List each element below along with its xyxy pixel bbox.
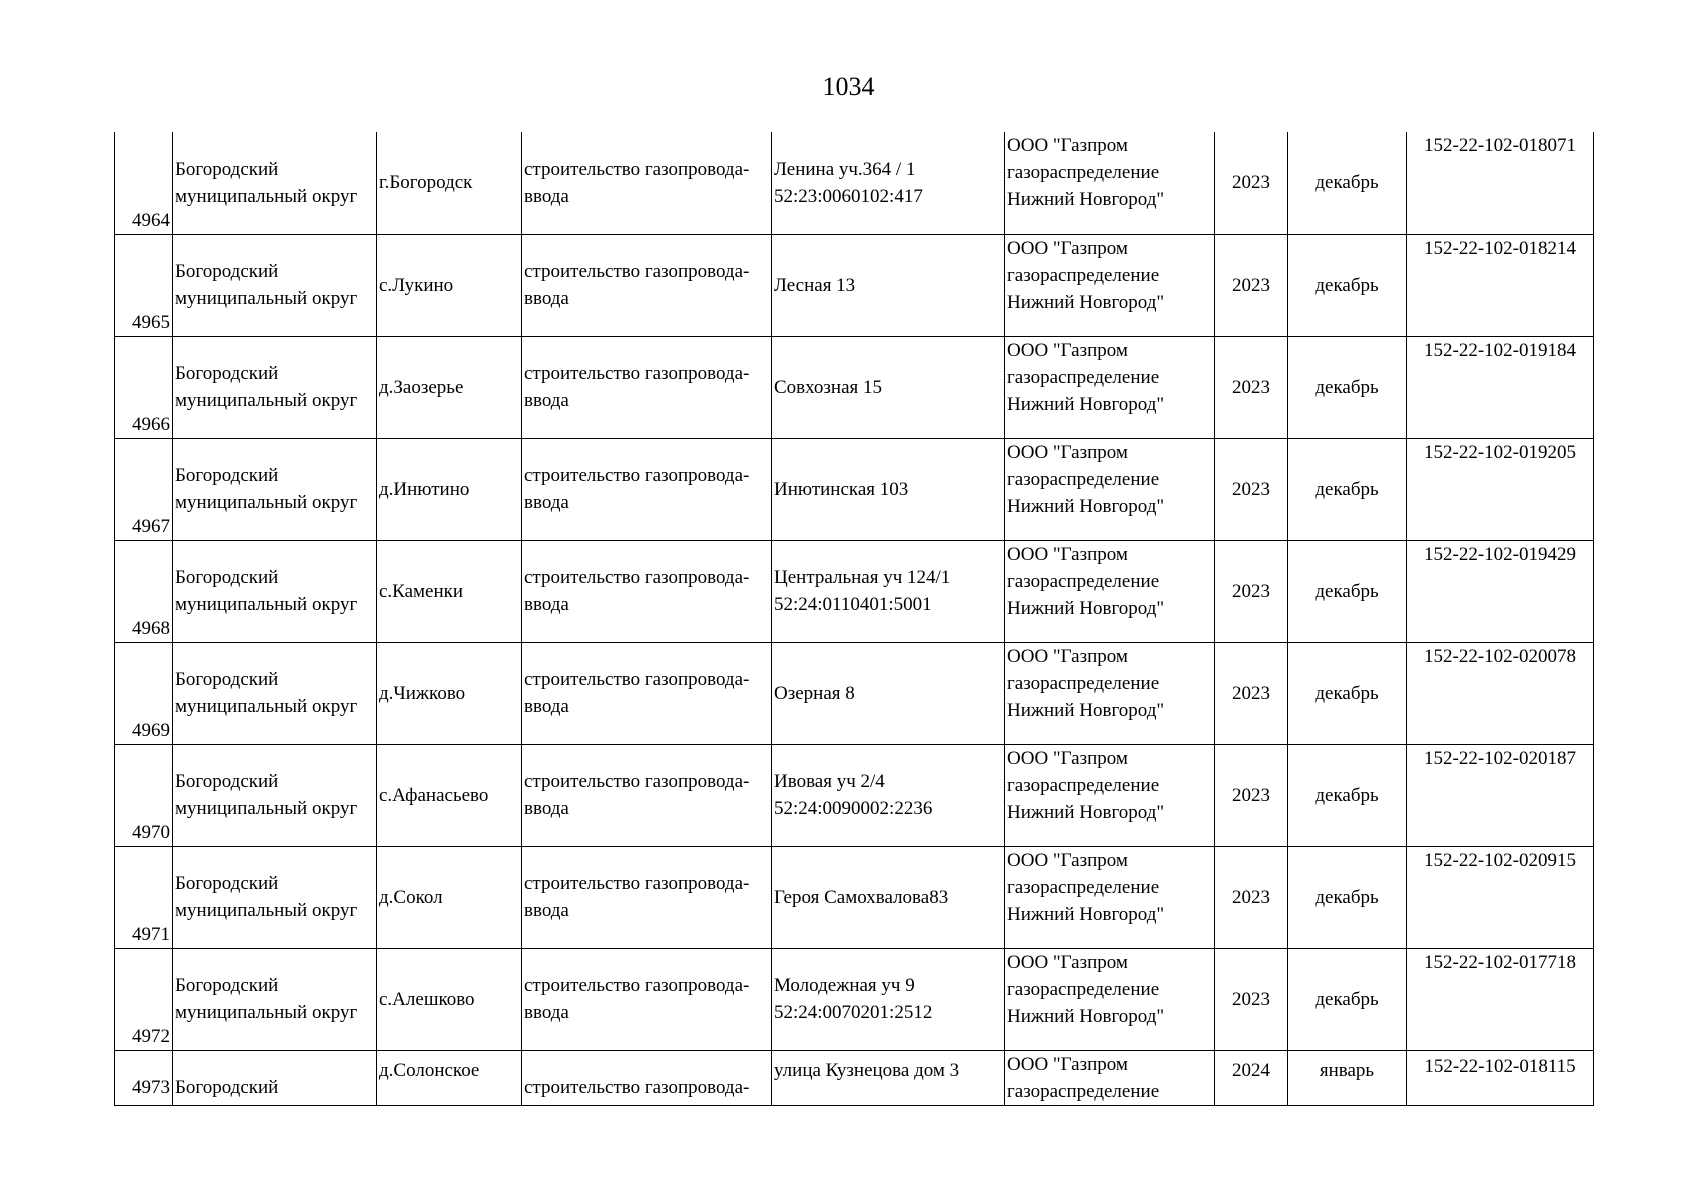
address-cell: Озерная 8 — [772, 642, 1005, 744]
locality-cell: с.Лукино — [377, 234, 522, 336]
organization-cell: ООО "Газпром газораспределение Нижний Новгород" — [1005, 846, 1215, 948]
locality-cell: с.Алешково — [377, 948, 522, 1050]
district-cell: Богородский муниципальный округ — [173, 744, 377, 846]
locality-cell: д.Чижково — [377, 642, 522, 744]
organization-cell: ООО "Газпром газораспределение Нижний Новгород" — [1005, 336, 1215, 438]
year-cell: 2023 — [1215, 540, 1288, 642]
month-cell: декабрь — [1288, 642, 1407, 744]
table-row — [115, 438, 1594, 540]
address-cell: Молодежная уч 9 52:24:0070201:2512 — [772, 948, 1005, 1050]
work-type-cell: строительство газопровода- ввода — [522, 642, 772, 744]
district-cell: Богородский муниципальный округ — [173, 132, 377, 234]
row-number: 4969 — [115, 642, 173, 744]
work-type-cell: строительство газопровода- ввода — [522, 234, 772, 336]
locality-cell: д.Солонское — [377, 1050, 522, 1105]
page-number: 1034 — [822, 72, 875, 101]
row-number: 4965 — [115, 234, 173, 336]
table-row — [115, 846, 1594, 948]
code-cell: 152-22-102-017718 — [1407, 948, 1594, 1050]
month-cell: декабрь — [1288, 948, 1407, 1050]
row-number: 4971 — [115, 846, 173, 948]
row-number: 4964 — [115, 132, 173, 234]
year-cell: 2023 — [1215, 132, 1288, 234]
code-cell: 152-22-102-019205 — [1407, 438, 1594, 540]
district-cell: Богородский муниципальный округ — [173, 336, 377, 438]
gas-connection-table — [114, 132, 1594, 1106]
organization-cell: ООО "Газпром газораспределение — [1005, 1050, 1215, 1105]
district-cell: Богородский муниципальный округ — [173, 540, 377, 642]
locality-cell: д.Сокол — [377, 846, 522, 948]
organization-cell: ООО "Газпром газораспределение Нижний Новгород" — [1005, 744, 1215, 846]
organization-cell: ООО "Газпром газораспределение Нижний Новгород" — [1005, 948, 1215, 1050]
row-number: 4966 — [115, 336, 173, 438]
district-cell: Богородский муниципальный округ — [173, 438, 377, 540]
address-cell: Лесная 13 — [772, 234, 1005, 336]
address-cell: Героя Самохвалова83 — [772, 846, 1005, 948]
month-cell: декабрь — [1288, 234, 1407, 336]
locality-cell: с.Афанасьево — [377, 744, 522, 846]
locality-cell: д.Инютино — [377, 438, 522, 540]
year-cell: 2023 — [1215, 642, 1288, 744]
year-cell: 2023 — [1215, 948, 1288, 1050]
year-cell: 2023 — [1215, 234, 1288, 336]
year-cell: 2024 — [1215, 1050, 1288, 1105]
code-cell: 152-22-102-020187 — [1407, 744, 1594, 846]
district-cell: Богородский муниципальный округ — [173, 846, 377, 948]
row-number: 4968 — [115, 540, 173, 642]
organization-cell: ООО "Газпром газораспределение Нижний Новгород" — [1005, 234, 1215, 336]
row-number: 4970 — [115, 744, 173, 846]
work-type-cell: строительство газопровода- ввода — [522, 540, 772, 642]
year-cell: 2023 — [1215, 336, 1288, 438]
table-row — [115, 336, 1594, 438]
address-cell: Инютинская 103 — [772, 438, 1005, 540]
code-cell: 152-22-102-019429 — [1407, 540, 1594, 642]
month-cell: декабрь — [1288, 438, 1407, 540]
code-cell: 152-22-102-018115 — [1407, 1050, 1594, 1105]
month-cell: декабрь — [1288, 846, 1407, 948]
table-row — [115, 234, 1594, 336]
row-number: 4967 — [115, 438, 173, 540]
district-cell: Богородский муниципальный округ — [173, 234, 377, 336]
organization-cell: ООО "Газпром газораспределение Нижний Новгород" — [1005, 642, 1215, 744]
month-cell: декабрь — [1288, 744, 1407, 846]
code-cell: 152-22-102-018071 — [1407, 132, 1594, 234]
organization-cell: ООО "Газпром газораспределение Нижний Новгород" — [1005, 438, 1215, 540]
table-row — [115, 540, 1594, 642]
table-row — [115, 948, 1594, 1050]
work-type-cell: строительство газопровода- ввода — [522, 744, 772, 846]
table-row — [115, 1050, 1594, 1105]
work-type-cell: строительство газопровода- ввода — [522, 132, 772, 234]
year-cell: 2023 — [1215, 846, 1288, 948]
locality-cell: д.Заозерье — [377, 336, 522, 438]
organization-cell: ООО "Газпром газораспределение Нижний Новгород" — [1005, 132, 1215, 234]
year-cell: 2023 — [1215, 438, 1288, 540]
row-number: 4973 — [115, 1050, 173, 1105]
work-type-cell: строительство газопровода- ввода — [522, 336, 772, 438]
code-cell: 152-22-102-020078 — [1407, 642, 1594, 744]
work-type-cell: строительство газопровода- ввода — [522, 948, 772, 1050]
district-cell: Богородский муниципальный округ — [173, 642, 377, 744]
district-cell: Богородский муниципальный округ — [173, 948, 377, 1050]
code-cell: 152-22-102-018214 — [1407, 234, 1594, 336]
month-cell: декабрь — [1288, 132, 1407, 234]
table-row — [115, 642, 1594, 744]
month-cell: январь — [1288, 1050, 1407, 1105]
work-type-cell: строительство газопровода- ввода — [522, 438, 772, 540]
locality-cell: г.Богородск — [377, 132, 522, 234]
address-cell: Совхозная 15 — [772, 336, 1005, 438]
table-row — [115, 744, 1594, 846]
work-type-cell: строительство газопровода- — [522, 1050, 772, 1105]
address-cell: улица Кузнецова дом 3 — [772, 1050, 1005, 1105]
address-cell: Ленина уч.364 / 1 52:23:0060102:417 — [772, 132, 1005, 234]
address-cell: Центральная уч 124/1 52:24:0110401:5001 — [772, 540, 1005, 642]
code-cell: 152-22-102-019184 — [1407, 336, 1594, 438]
organization-cell: ООО "Газпром газораспределение Нижний Новгород" — [1005, 540, 1215, 642]
row-number: 4972 — [115, 948, 173, 1050]
month-cell: декабрь — [1288, 540, 1407, 642]
work-type-cell: строительство газопровода- ввода — [522, 846, 772, 948]
district-cell: Богородский — [173, 1050, 377, 1105]
table-row — [115, 132, 1594, 234]
month-cell: декабрь — [1288, 336, 1407, 438]
code-cell: 152-22-102-020915 — [1407, 846, 1594, 948]
locality-cell: с.Каменки — [377, 540, 522, 642]
address-cell: Ивовая уч 2/4 52:24:0090002:2236 — [772, 744, 1005, 846]
year-cell: 2023 — [1215, 744, 1288, 846]
